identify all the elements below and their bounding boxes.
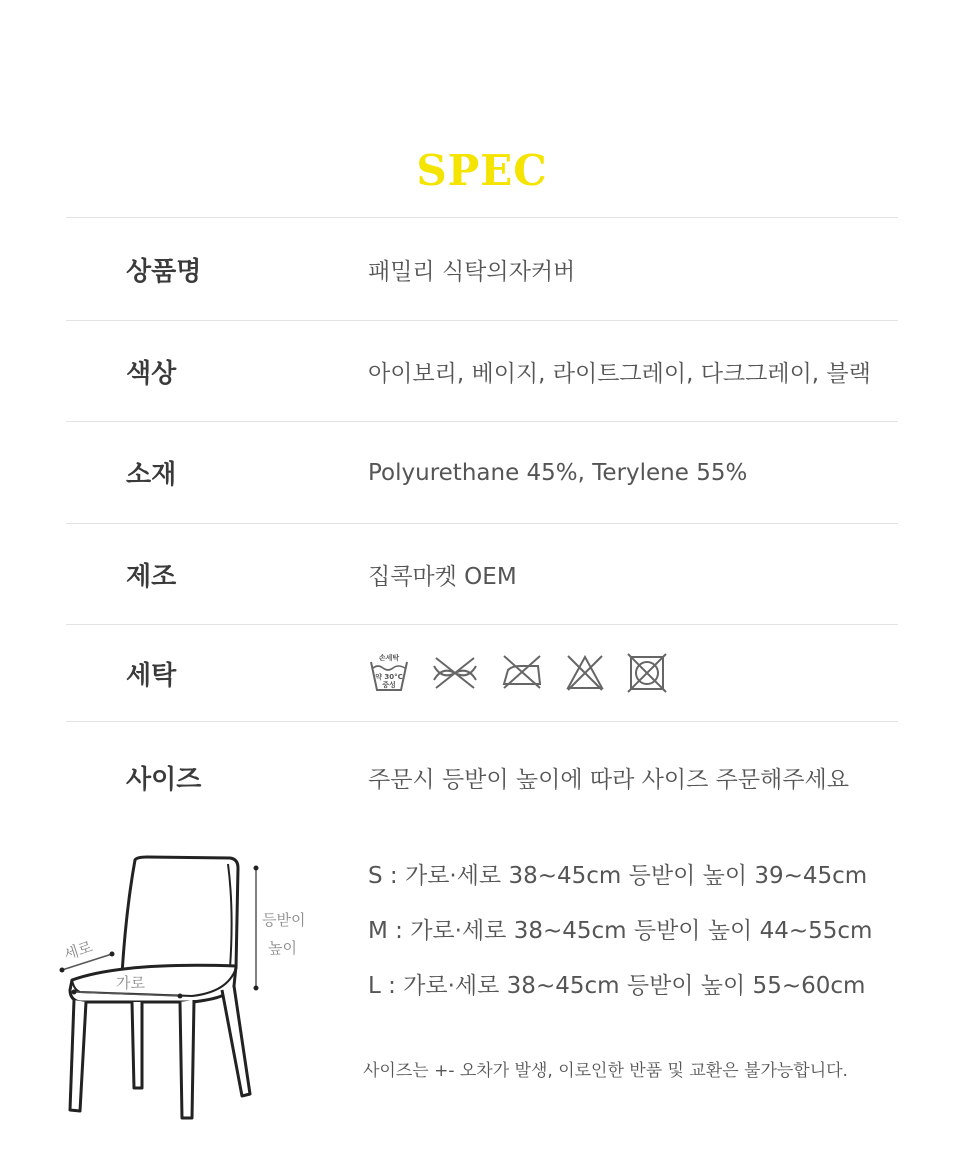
hand-wash-top-text: 손세탁 (378, 654, 400, 662)
no-wring-icon (430, 652, 480, 694)
chair-illustration (52, 850, 322, 1130)
no-bleach-icon (564, 652, 606, 694)
size-line-s: S : 가로·세로 38~45cm 등받이 높이 39~45cm (368, 863, 868, 889)
size-note: 사이즈는 +- 오차가 발생, 이로인한 반품 및 교환은 불가능합니다. (363, 1061, 848, 1081)
spec-title: SPEC (416, 146, 548, 195)
spec-value-size: 주문시 등받이 높이에 따라 사이즈 주문해주세요 (368, 766, 849, 793)
spec-label-maker: 제조 (126, 561, 177, 592)
no-tumble-dry-icon (626, 652, 668, 694)
chair-depth-label: 세로 (61, 937, 95, 964)
spec-row-wash (66, 624, 898, 721)
chair-back-height-label-1: 등받이 (262, 911, 306, 929)
spec-label-size: 사이즈 (126, 764, 202, 795)
hand-wash-middle-text: 약 30°C (375, 673, 403, 681)
spec-label-color: 색상 (126, 358, 177, 389)
spec-row-size (66, 721, 898, 832)
wash-icons (368, 625, 668, 721)
spec-row-product (66, 217, 898, 320)
size-list (368, 858, 872, 1023)
hand-wash-bottom-text: 중성 (382, 681, 396, 689)
spec-label-product: 상품명 (126, 256, 202, 287)
spec-label-wash: 세탁 (126, 660, 177, 691)
spec-value-maker: 집콕마켓 OEM (368, 563, 517, 590)
spec-row-color (66, 320, 898, 421)
spec-row-material (66, 421, 898, 523)
spec-value-color: 아이보리, 베이지, 라이트그레이, 다크그레이, 블랙 (368, 360, 871, 387)
spec-table (66, 217, 898, 832)
size-line-l: L : 가로·세로 38~45cm 등받이 높이 55~60cm (368, 973, 866, 999)
spec-value-material: Polyurethane 45%, Terylene 55% (368, 459, 748, 486)
chair-width-label: 가로 (116, 974, 145, 992)
chair-back-height-label-2: 높이 (268, 939, 297, 957)
spec-label-material: 소재 (126, 460, 177, 490)
hand-wash-icon (368, 652, 410, 694)
spec-value-product: 패밀리 식탁의자커버 (368, 258, 576, 285)
size-line-m: M : 가로·세로 38~45cm 등받이 높이 44~55cm (368, 918, 873, 944)
spec-row-maker (66, 523, 898, 624)
no-iron-icon (500, 652, 544, 694)
